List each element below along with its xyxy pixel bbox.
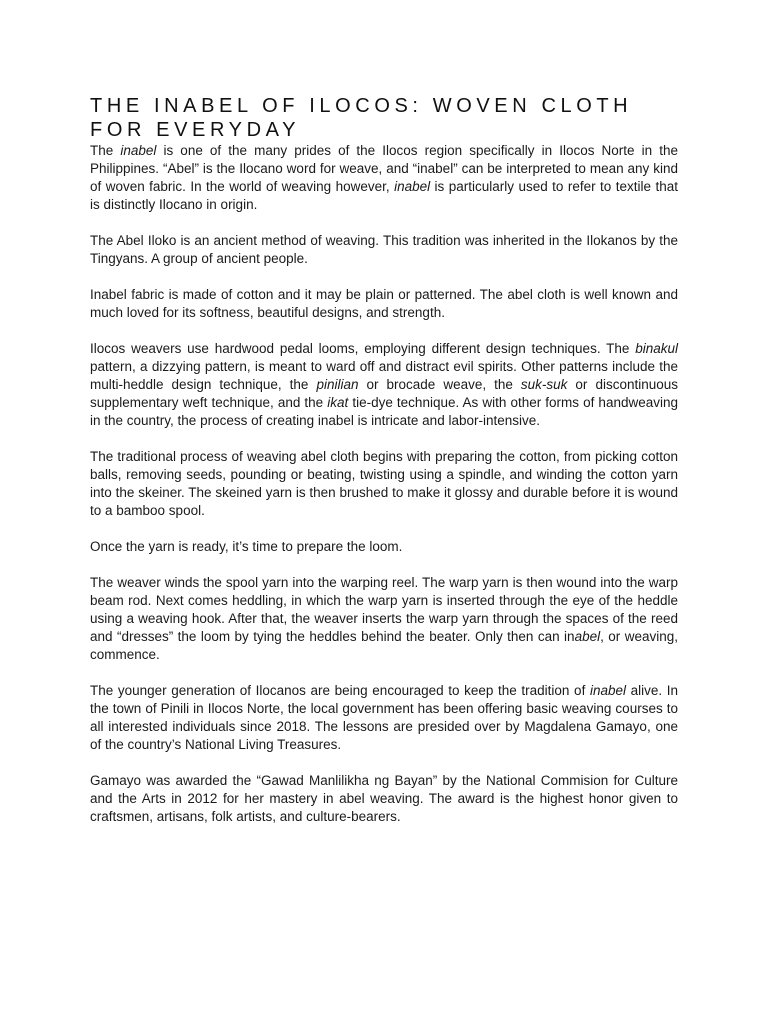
italic-term: ikat (327, 395, 349, 410)
body-paragraph (90, 772, 678, 826)
document-body (90, 142, 678, 826)
text-run: Ilocos weavers use hardwood pedal looms, employing different design techniques. The (90, 341, 636, 356)
body-paragraph (90, 682, 678, 754)
body-paragraph (90, 286, 678, 322)
italic-term: inabel (120, 143, 157, 158)
text-run: The weaver winds the spool yarn into the warping reel. The warp yarn is then wound into the warp beam rod. Next comes heddling, in which the warp yarn is inserted through the eye of the heddle using a weaving hook. After that, the weaver inserts the warp yarn through the spaces of the reed and “dresses” the loom by tying the heddles behind the beater. Only then can in (90, 575, 678, 644)
text-run: is particularly used to refer to textile that is distinctly Ilocano in origin. (90, 179, 678, 212)
text-run: Once the yarn is ready, it’s time to prepare the loom. (90, 539, 403, 554)
italic-term: inabel (394, 179, 431, 194)
text-run: , or weaving, commence. (90, 629, 678, 662)
italic-term: pinilian (316, 377, 359, 392)
text-run: is one of the many prides of the Ilocos region specifically in Ilocos Norte in the Philippines. “Abel” is the Ilocano word for weave, and “inabel” can be interpreted to mean any kind of woven fabric. In the world of weaving however, (90, 143, 678, 194)
body-paragraph (90, 448, 678, 520)
text-run: pattern, a dizzying pattern, is meant to ward off and distract evil spirits. Other patterns include the multi-heddle design technique, the (90, 359, 678, 392)
italic-term: suk-suk (520, 377, 568, 392)
text-run: or brocade weave, the (358, 377, 521, 392)
body-paragraph (90, 232, 678, 268)
text-run: The traditional process of weaving abel cloth begins with preparing the cotton, from picking cotton balls, removing seeds, pounding or beating, twisting using a spindle, and winding the cotton yarn into the skeiner. The skeined yarn is then brushed to make it glossy and durable before it is wound to a bamboo spool. (90, 449, 678, 518)
italic-term: abel (574, 629, 601, 644)
body-paragraph (90, 142, 678, 214)
text-run: The Abel Iloko is an ancient method of weaving. This tradition was inherited in the Ilokanos by the Tingyans. A group of ancient people. (90, 233, 678, 266)
text-run: Inabel fabric is made of cotton and it may be plain or patterned. The abel cloth is well known and much loved for its softness, beautiful designs, and strength. (90, 287, 678, 320)
body-paragraph (90, 340, 678, 430)
text-run: The younger generation of Ilocanos are being encouraged to keep the tradition of (90, 683, 590, 698)
text-run: or discontinuous supplementary weft technique, and the (90, 377, 678, 410)
body-paragraph (90, 574, 678, 664)
italic-term: inabel (589, 683, 626, 698)
text-run: tie-dye technique. As with other forms of handweaving in the country, the process of creating inabel is intricate and labor-intensive. (90, 395, 678, 428)
italic-term: binakul (635, 341, 678, 356)
text-run: alive. In the town of Pinili in Ilocos Norte, the local government has been offering basic weaving courses to all interested individuals since 2018. The lessons are presided over by Magdalena Gamayo, one of the country’s National Living Treasures. (90, 683, 679, 752)
text-run: Gamayo was awarded the “Gawad Manlilikha ng Bayan” by the National Commision for Culture and the Arts in 2012 for her mastery in abel weaving. The award is the highest honor given to craftsmen, artisans, folk artists, and culture-bearers. (90, 773, 678, 824)
document-page (90, 94, 678, 826)
text-run: The (90, 143, 121, 158)
document-title: THE INABEL OF ILOCOS: WOVEN CLOTH FOR EVERYDAY (90, 95, 633, 141)
body-paragraph (90, 538, 678, 556)
